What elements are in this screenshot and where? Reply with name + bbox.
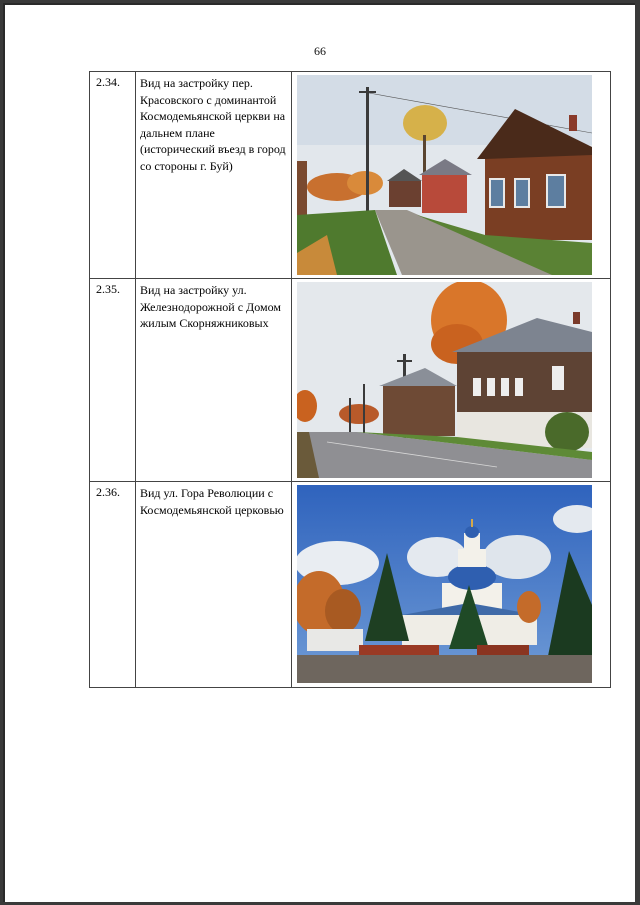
row-description: Вид на застройку ул. Железнодорожной с Домом жилым Скорняжниковых	[136, 279, 292, 482]
row-description: Вид ул. Гора Революции с Космодемьянской церковью	[136, 482, 292, 688]
railway-street-photo	[297, 282, 592, 478]
church-photo	[297, 485, 592, 683]
row-description: Вид на застройку пер. Красовского с доминантой Космодемьянской церкви на дальнем плане (исторический въезд в город со стороны г. Буй)	[136, 72, 292, 279]
row-number: 2.36.	[90, 482, 136, 688]
photo-table	[89, 71, 611, 688]
table-row	[90, 279, 611, 482]
page-number: 66	[314, 44, 326, 58]
row-number: 2.34.	[90, 72, 136, 279]
village-street-photo	[297, 75, 592, 275]
row-number: 2.35.	[90, 279, 136, 482]
table-row	[90, 482, 611, 688]
document-page	[3, 3, 635, 902]
table-row	[90, 72, 611, 279]
